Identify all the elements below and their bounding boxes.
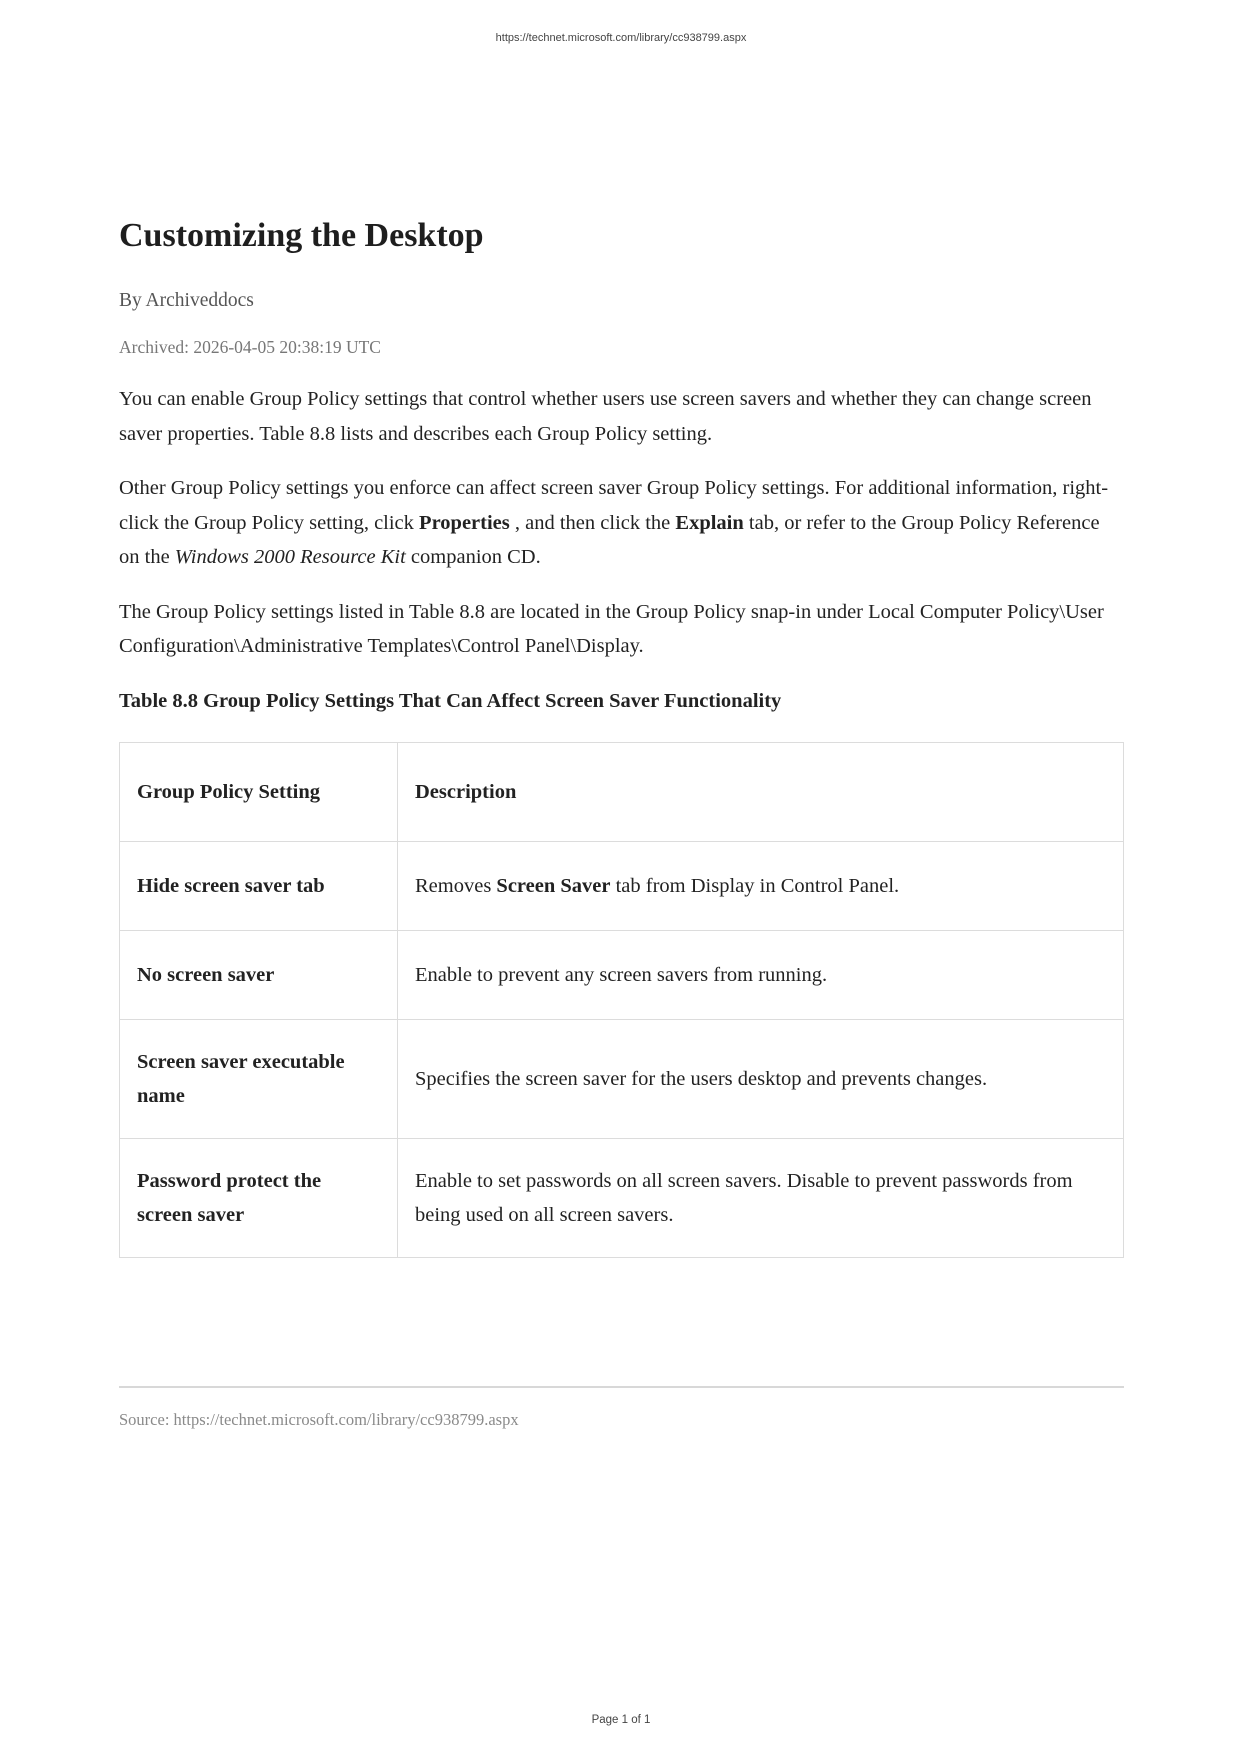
setting-cell: Password protect the screen saver [120,1138,398,1257]
header-url: https://technet.microsoft.com/library/cc938799.aspx [495,32,747,44]
archived-timestamp: Archived: 2026-04-05 20:38:19 UTC [119,337,381,357]
setting-cell: No screen saver [120,930,398,1019]
table-title: Table 8.8 Group Policy Settings That Can Affect Screen Saver Functionality [119,689,782,712]
properties-term: Properties [419,511,510,534]
book-title: Windows 2000 Resource Kit [174,546,406,568]
description-cell: Specifies the screen saver for the users desktop and prevents changes. [398,1019,1124,1138]
article [119,212,1124,1258]
setting-cell: Screen saver executable name [120,1019,398,1138]
paragraph-text: companion CD. [405,546,541,568]
setting-cell: Hide screen saver tab [120,841,398,930]
paragraph-intro: You can enable Group Policy settings that control whether users use screen savers and whether they can change screen saver properties. Table 8.8 lists and describes each Group Policy setting. [119,388,1092,445]
paragraph-text: tab, or refer to the Group Policy Reference on the [119,511,1100,568]
byline: By Archiveddocs [119,290,254,311]
paragraph-other-settings [119,471,1124,575]
table-row [120,1138,1124,1257]
description-cell: Enable to prevent any screen savers from running. [398,930,1124,1019]
description-cell: Enable to set passwords on all screen savers. Disable to prevent passwords from being used on all screen savers. [398,1138,1124,1257]
column-header-description: Description [398,742,1124,841]
column-header-setting: Group Policy Setting [120,742,398,841]
source-line: Source: https://technet.microsoft.com/library/cc938799.aspx [119,1410,519,1429]
description-text: Removes [415,874,497,897]
footer-divider [119,1386,1124,1388]
page-number: Page 1 of 1 [591,1714,651,1726]
explain-term: Explain [675,511,744,534]
screen-saver-term: Screen Saver [496,874,611,897]
paragraph-text: Other Group Policy settings you enforce can affect screen saver Group Policy settings. For additional information, right-click the Group Policy setting, click [119,477,1109,534]
page-title: Customizing the Desktop [119,217,484,254]
policy-table [119,742,1124,1258]
table-row [120,841,1124,930]
description-cell [398,841,1124,930]
description-text: tab from Display in Control Panel. [610,874,900,897]
table-row [120,930,1124,1019]
table-row [120,1019,1124,1138]
table-header-row [120,742,1124,841]
paragraph-text: , and then click the [509,511,676,534]
paragraph-location: The Group Policy settings listed in Table 8.8 are located in the Group Policy snap-in under Local Computer Policy\User Configuration\Administrative Templates\Control Panel\Display. [119,600,1104,657]
